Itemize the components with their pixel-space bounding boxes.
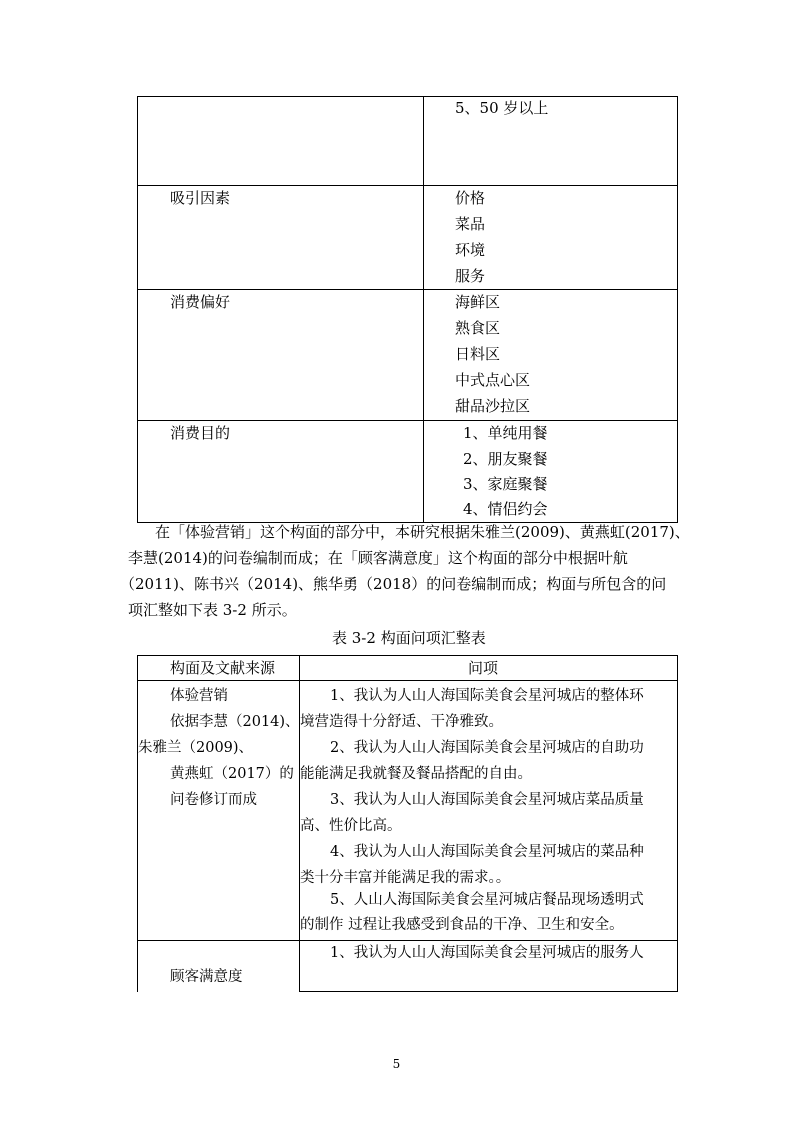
source-text: 顾客满意度 (170, 969, 243, 985)
row-label: 吸引因素 (170, 189, 231, 207)
paragraph-line: 在「体验营销」这个构面的部分中，本研究根据朱雅兰(2009)、黄燕虹(2017)、 (155, 523, 690, 541)
source-text: 体验营销 (170, 688, 228, 704)
table-border (137, 655, 138, 992)
item-text: 2、我认为人山人海国际美食会星河城店的自助功 (330, 740, 644, 756)
item-text: 5、人山人海国际美食会星河城店餐品现场透明式 (330, 892, 644, 908)
table-border (137, 680, 678, 681)
table-caption: 表 3-2 构面问项汇整表 (332, 629, 486, 647)
table-border (677, 96, 678, 523)
source-text: 问卷修订而成 (170, 792, 257, 808)
table-cell: 服务 (455, 267, 486, 285)
table-cell: 熟食区 (455, 319, 501, 337)
row-label: 消费偏好 (170, 293, 231, 311)
table-border (137, 940, 678, 941)
source-text: 朱雅兰（2009)、 (138, 740, 254, 756)
table-cell: 环境 (455, 241, 486, 259)
table-cell: 价格 (455, 189, 486, 207)
table-border (137, 96, 138, 523)
paragraph-line: 项汇整如下表 3-2 所示。 (128, 601, 297, 619)
page-number: 5 (392, 1057, 401, 1071)
table-border (137, 655, 678, 656)
table-cell: 甜品沙拉区 (455, 397, 531, 415)
table-cell: 2、朋友聚餐 (463, 450, 548, 468)
paragraph-line: 李慧(2014)的问卷编制而成；在「顾客满意度」这个构面的部分中根据叶航 (128, 549, 628, 567)
source-text: 黄燕虹（2017）的 (170, 766, 294, 782)
item-text: 类十分丰富并能满足我的需求。。 (300, 870, 511, 886)
source-text: 依据李慧（2014)、 (170, 714, 300, 730)
item-text: 的制作 过程让我感受到食品的干净、卫生和安全。 (300, 917, 624, 933)
row-label: 消费目的 (170, 424, 231, 442)
table-border (137, 420, 678, 421)
table-cell: 海鲜区 (455, 293, 501, 311)
item-text: 境营造得十分舒适、干净雅致。 (300, 714, 503, 730)
table-cell: 5、50 岁以上 (455, 99, 549, 117)
column-header: 构面及文献来源 (170, 659, 276, 677)
table-border (137, 289, 678, 290)
item-text: 3、我认为人山人海国际美食会星河城店菜品质量 (330, 792, 644, 808)
item-text: 4、我认为人山人海国际美食会星河城店的菜品种 (330, 844, 644, 860)
item-text: 1、我认为人山人海国际美食会星河城店的整体环 (330, 688, 644, 704)
table-border (299, 991, 678, 992)
table-cell: 4、情侣约会 (463, 500, 548, 518)
table-cell: 菜品 (455, 215, 486, 233)
item-text: 能能满足我就餐及餐品搭配的自由。 (300, 766, 532, 782)
table-cell: 日料区 (455, 345, 501, 363)
table-border (137, 96, 678, 97)
column-header: 问项 (468, 659, 499, 677)
table-border (677, 655, 678, 992)
table-cell: 中式点心区 (455, 371, 531, 389)
table-cell: 3、家庭聚餐 (463, 475, 548, 493)
table-border (137, 185, 678, 186)
table-border (423, 96, 424, 523)
item-text: 1、我认为人山人海国际美食会星河城店的服务人 (330, 945, 644, 961)
item-text: 高、性价比高。 (300, 818, 402, 834)
table-cell: 1、单纯用餐 (463, 424, 548, 442)
paragraph-line: （2011)、陈书兴（2014)、熊华勇（2018）的问卷编制而成；构面与所包含的问 (120, 575, 667, 593)
